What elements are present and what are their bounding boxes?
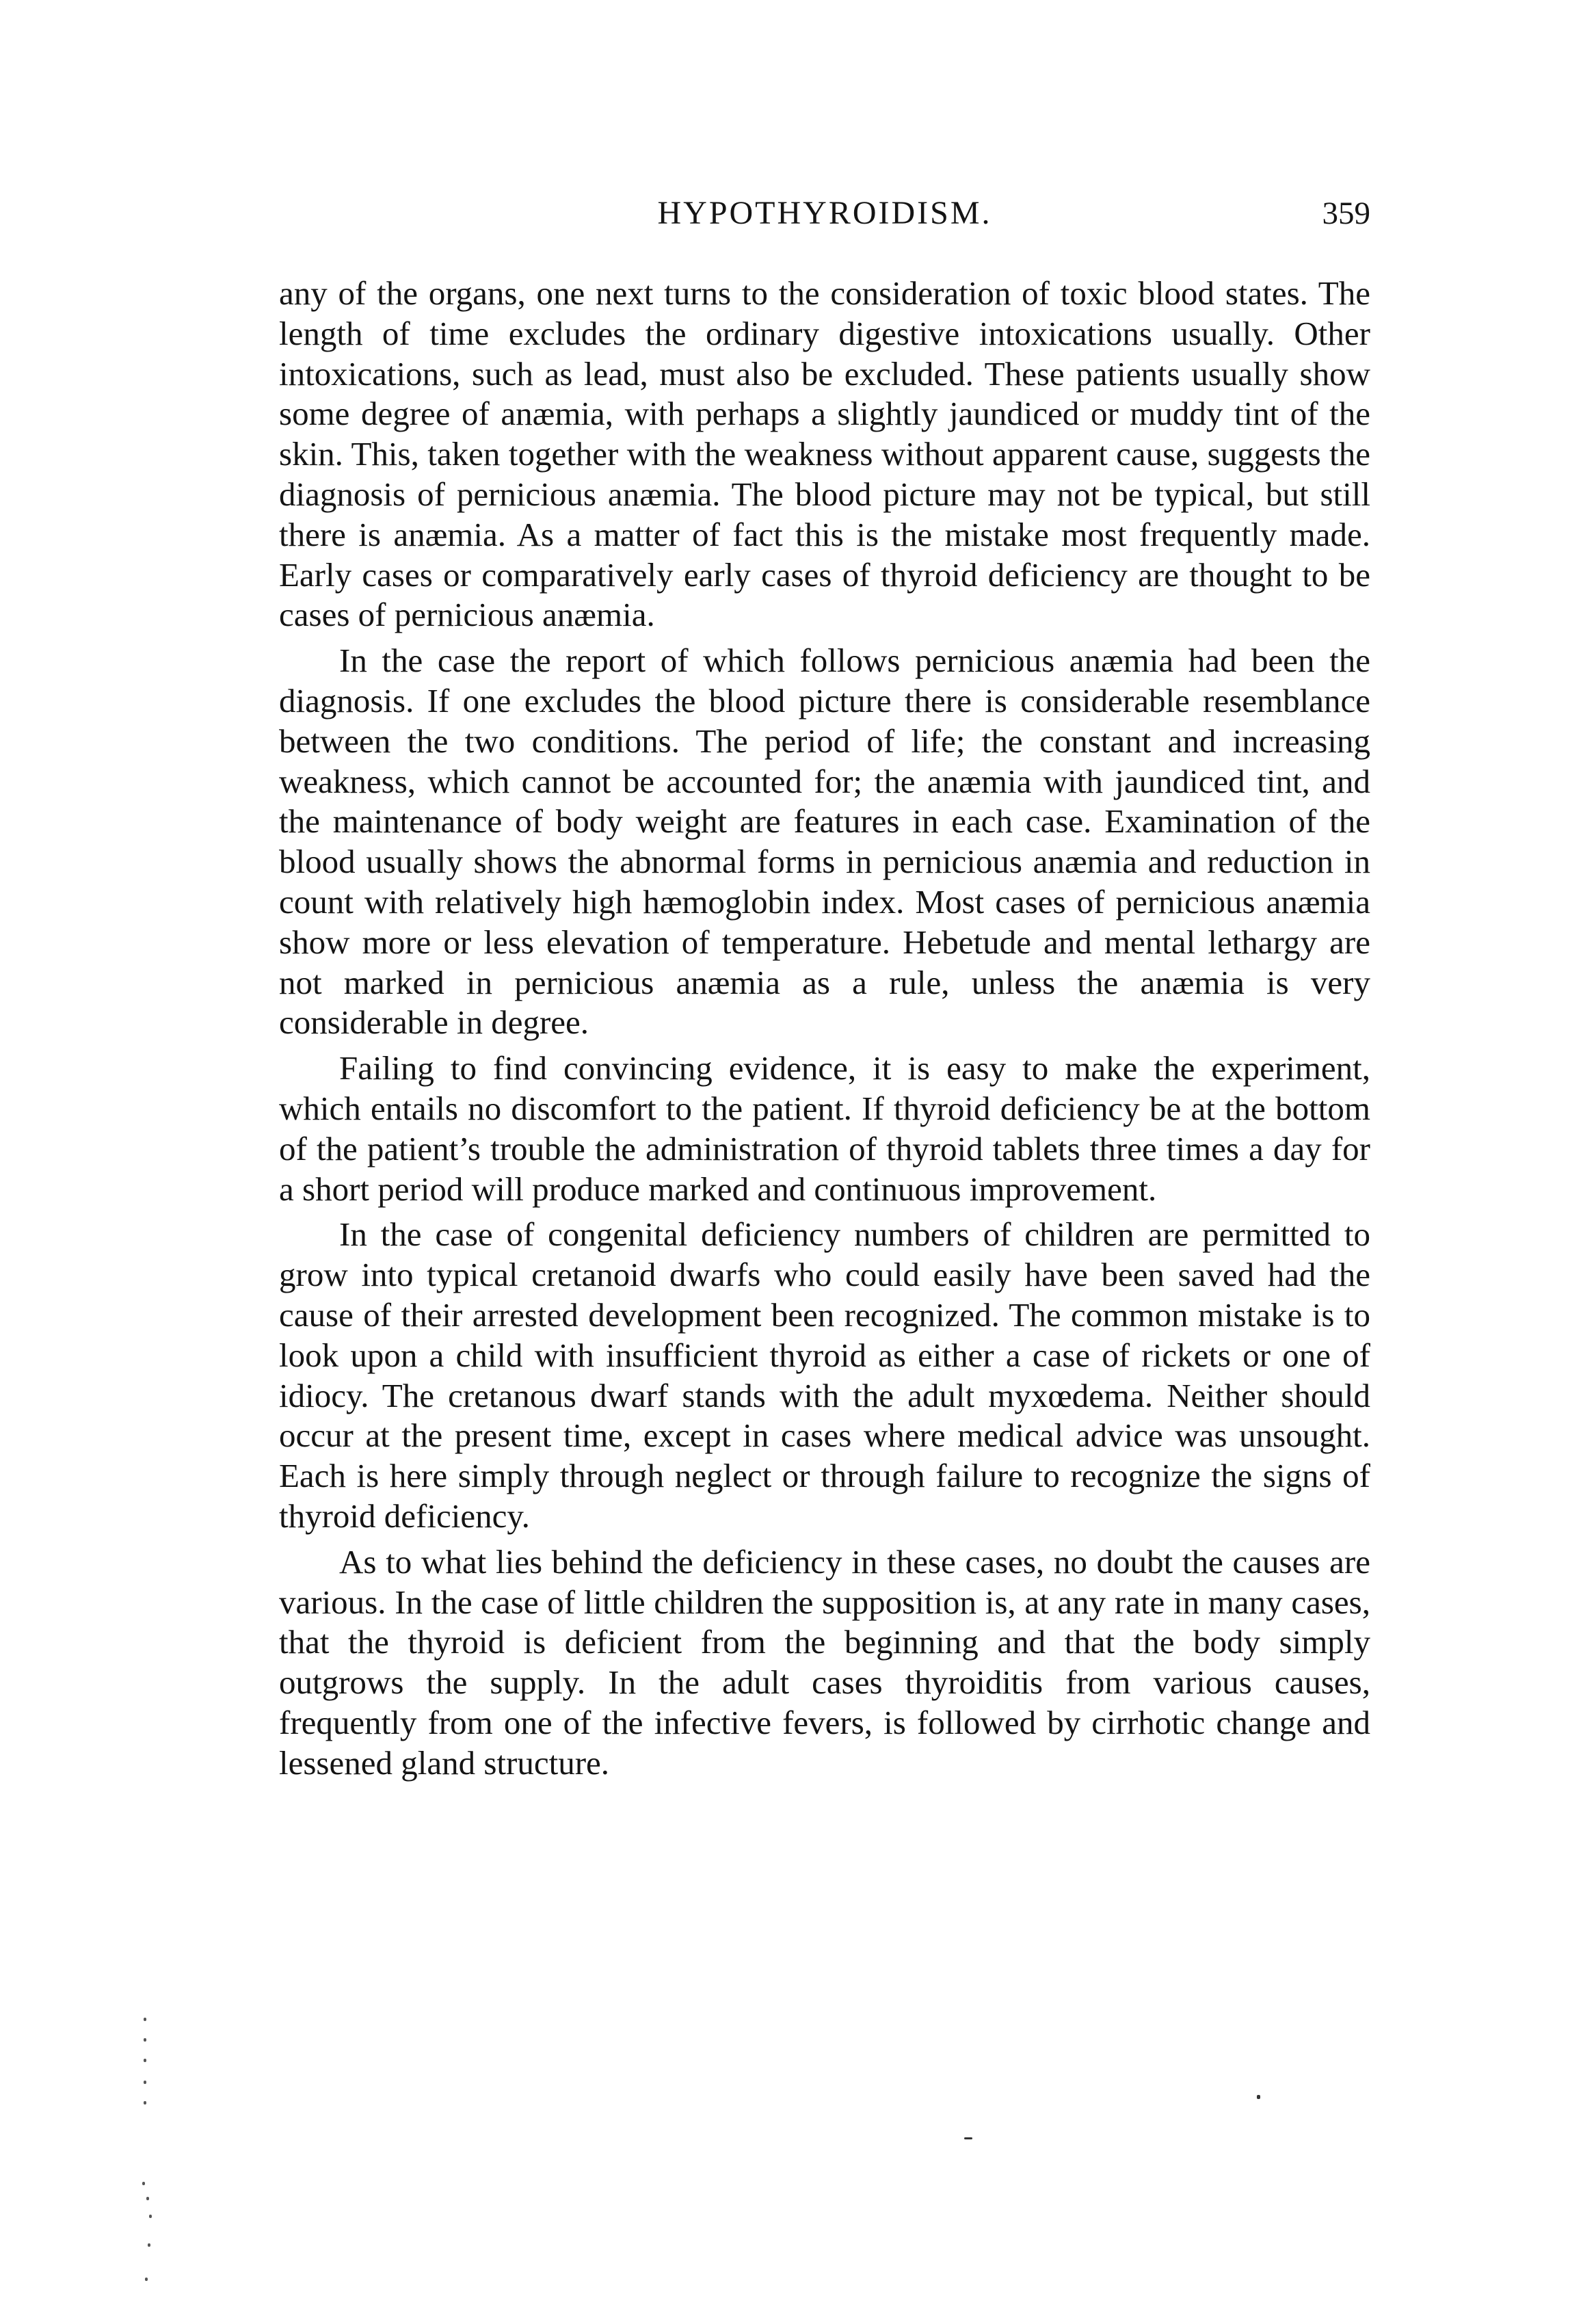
running-head bbox=[279, 193, 1370, 241]
scan-speck bbox=[144, 2059, 146, 2062]
scan-speck bbox=[144, 2081, 146, 2084]
body-text bbox=[279, 274, 1370, 1783]
scan-speck bbox=[144, 2101, 146, 2105]
scan-speck bbox=[146, 2197, 149, 2200]
scan-speck bbox=[142, 2182, 145, 2185]
scan-speck bbox=[145, 2278, 148, 2281]
scan-speck bbox=[964, 2137, 972, 2139]
scan-speck bbox=[144, 2038, 146, 2042]
paragraph: any of the organs, one next turns to the consideration of toxic blood states. The length of time excludes the ordinary digestive intoxications usually. Other intoxications, such as lead, must also be excluded. These patients usually show some degree of anæmia, with perhaps a slightly jaundiced or muddy tint of the skin. This, taken together with the weakness without apparent cause, suggests the diagnosis of pernicious anæmia. The blood picture may not be typical, but still there is anæmia. As a matter of fact this is the mistake most frequently made. Early cases or comparatively early cases of thyroid deficiency are thought to be cases of pernicious anæmia. bbox=[279, 274, 1370, 634]
scan-speck bbox=[148, 2243, 150, 2247]
page-number: 359 bbox=[1322, 196, 1370, 231]
paragraph: As to what lies behind the deficiency in these cases, no doubt the causes are various. In the case of little children the supposition is, at any rate in many cases, that the thyroid is deficient from the beginning and that the body simply outgrows the supply. In the adult cases thyroiditis from various causes, frequently from one of the infective fevers, is followed by cirrhotic change and lessened gland structure. bbox=[279, 1542, 1370, 1782]
paragraph: In the case of congenital deficiency numbers of children are permitted to grow into typical cretanoid dwarfs who could easily have been saved had the cause of their arrested development been recognized. The common mistake is to look upon a child with insufficient thyroid as either a case of rickets or one of idiocy. The cretanous dwarf stands with the adult myxœdema. Neither should occur at the present time, except in cases where medical advice was unsought. Each is here simply through neglect or through failure to recognize the signs of thyroid deficiency. bbox=[279, 1215, 1370, 1535]
paragraph: Failing to find convincing evidence, it is easy to make the experiment, which entails no discomfort to the patient. If thyroid deficiency be at the bottom of the patient’s trouble the administration of thyroid tablets three times a day for a short period will produce marked and continuous improvement. bbox=[279, 1049, 1370, 1208]
scan-speck bbox=[1257, 2095, 1260, 2099]
scan-speck bbox=[149, 2215, 152, 2218]
scan-margin-marks bbox=[141, 2018, 152, 2305]
paragraph: In the case the report of which follows pernicious anæmia had been the diagnosis. If one excludes the blood picture there is considerable resemblance between the two conditions. The period of life; the constant and increasing weakness, which cannot be accounted for; the anæmia with jaundiced tint, and the maintenance of body weight are features in each case. Examination of the blood usually shows the abnormal forms in pernicious anæmia and reduction in count with relatively high hæmoglobin index. Most cases of pernicious anæmia show more or less elevation of temperature. Hebetude and mental lethargy are not marked in pernicious anæmia as a rule, unless the anæmia is very considerable in degree. bbox=[279, 642, 1370, 1042]
running-title: HYPOTHYROIDISM. bbox=[657, 195, 992, 231]
scan-speck bbox=[144, 2018, 146, 2021]
